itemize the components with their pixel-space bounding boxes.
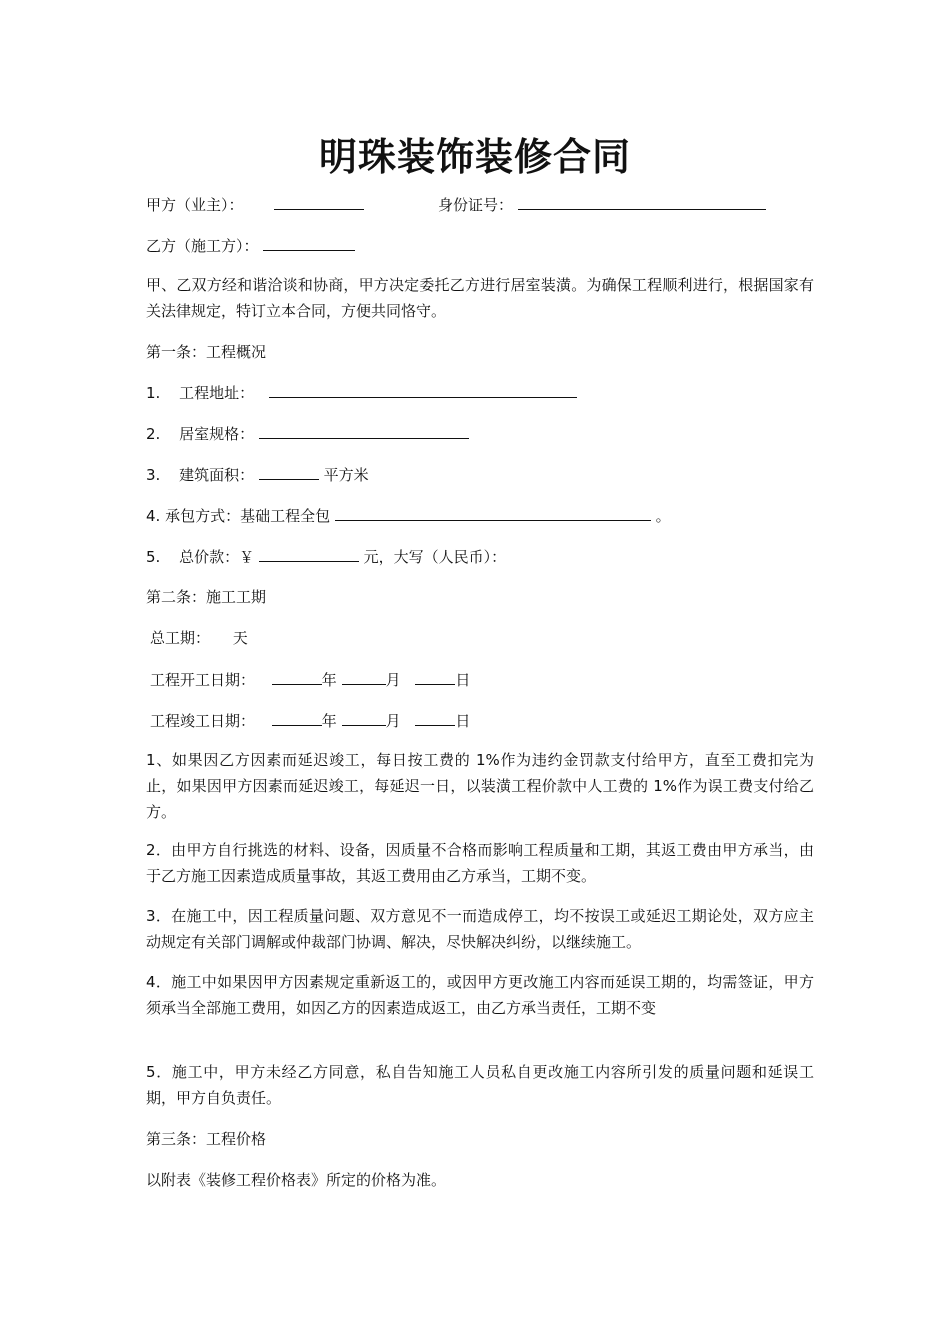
party-b-label: 乙方（施工方）： [146,237,259,255]
id-number-blank [518,191,766,210]
clause-5: 5．施工中，甲方未经乙方同意，私自告知施工人员私自更改施工内容所引发的质量问题和延误工期，甲方自负责任。 [146,1063,814,1107]
party-b-line [146,232,355,259]
clause-1: 1、如果因乙方因素而延迟竣工，每日按工费的 1%作为违约金罚款支付给甲方，直至工费扣完为止，如果因甲方因素而延迟竣工，每延迟一日，以装潢工程价款中人工费的 1%作为误工费支付给乙方。 [146,751,814,821]
project-address-line [146,379,577,406]
item-number: 3. [146,466,161,484]
total-duration-label: 总工期： [150,629,211,647]
clause-4: 4．施工中如果因甲方因素规定重新返工的，或因甲方更改施工内容而延误工期的，均需签证，甲方须承当全部施工费用，如因乙方的因素造成返工，由乙方承当责任，工期不变 [146,973,814,1017]
total-price-label: 总价款：￥ [179,548,255,566]
year-label: 年 [321,712,337,730]
total-price-blank [259,543,359,562]
end-date-label: 工程竣工日期： [150,712,256,730]
start-date-line [146,666,470,693]
room-spec-label: 居室规格： [179,425,255,443]
project-address-label: 工程地址： [179,384,255,402]
id-number-line [438,191,766,218]
party-a-label: 甲方（业主）： [146,196,244,214]
room-spec-line [146,420,469,447]
day-label: 日 [455,712,471,730]
party-a-blank [274,191,364,210]
contract-mode-blank [335,502,651,521]
end-day-blank [415,707,455,726]
contract-mode-end: 。 [655,507,671,525]
building-area-label: 建筑面积： [179,466,255,484]
clause-2: 2．由甲方自行挑选的材料、设备，因质量不合格而影响工程质量和工期，其返工费由甲方承当，由于乙方施工因素造成质量事故，其返工费用由乙方承当，工期不变。 [146,841,814,885]
clause-3: 3．在施工中，因工程质量问题、双方意见不一而造成停工，均不按误工或延迟工期论处，双方应主动规定有关部门调解或仲裁部门协调、解决，尽快解决纠纷，以继续施工。 [146,907,814,951]
end-date-line [146,707,470,734]
item-number: 1. [146,384,161,402]
start-month-blank [342,666,386,685]
article-3-heading: 第三条：工程价格 [146,1130,267,1148]
start-day-blank [415,666,455,685]
start-year-blank [272,666,322,685]
start-date-label: 工程开工日期： [150,671,256,689]
area-unit: 平方米 [323,466,369,484]
end-month-blank [342,707,386,726]
end-year-blank [272,707,322,726]
building-area-blank [259,461,319,480]
total-price-line [146,543,506,570]
total-duration-unit: 天 [232,629,248,647]
year-label: 年 [321,671,337,689]
contract-title: 明珠装饰装修合同 [318,135,631,179]
price-basis-text: 以附表《装修工程价格表》所定的价格为准。 [146,1171,447,1189]
month-label: 月 [385,671,401,689]
party-a-line [146,191,364,218]
article-1-heading: 第一条：工程概况 [146,343,267,361]
contract-mode-label: 4. 承包方式：基础工程全包 [146,507,331,525]
building-area-line [146,461,369,488]
day-label: 日 [455,671,471,689]
intro-paragraph: 甲、乙双方经和谐洽谈和协商，甲方决定委托乙方进行居室装潢。为确保工程顺利进行，根据国家有关法律规定，特订立本合同，方便共同恪守。 [146,276,814,320]
item-number: 5. [146,548,161,566]
party-b-blank [263,232,355,251]
id-number-label: 身份证号： [438,196,514,214]
contract-mode-line [146,502,671,529]
total-price-words-label: 元，大写（人民币）： [363,548,507,566]
month-label: 月 [385,712,401,730]
article-2-heading: 第二条：施工工期 [146,588,267,606]
total-duration-line [146,625,248,651]
project-address-blank [269,379,577,398]
item-number: 2. [146,425,161,443]
room-spec-blank [259,420,469,439]
